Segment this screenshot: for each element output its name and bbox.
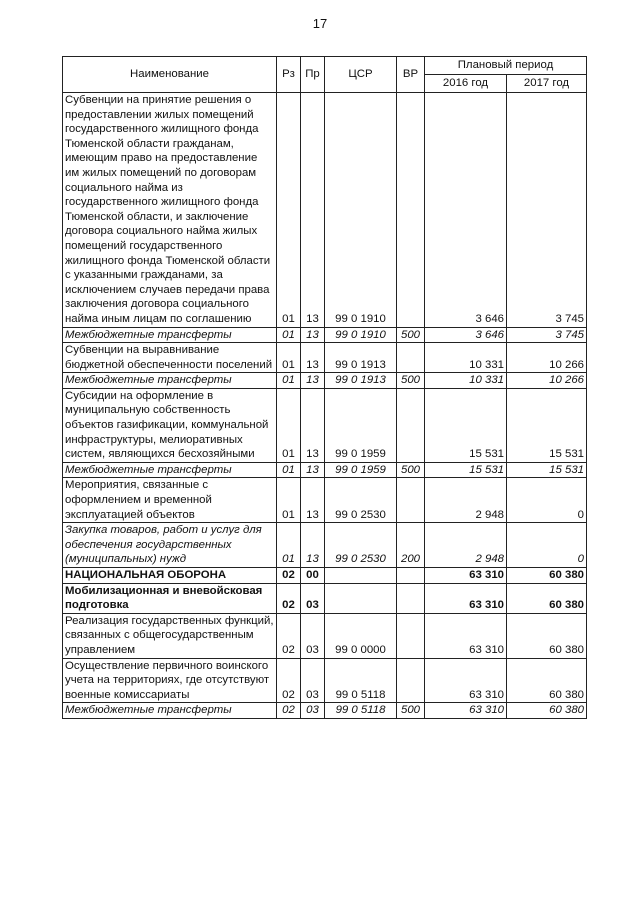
cell-csr: 99 0 1959	[325, 388, 397, 462]
budget-table	[62, 56, 587, 719]
cell-2016: 63 310	[425, 658, 507, 703]
cell-2016: 3 646	[425, 93, 507, 328]
cell-vr	[397, 613, 425, 658]
col-header-pr: Пр	[301, 57, 325, 93]
cell-name: Межбюджетные трансферты	[63, 373, 277, 389]
cell-csr	[325, 583, 397, 613]
cell-pr: 03	[301, 583, 325, 613]
cell-vr: 500	[397, 373, 425, 389]
cell-vr	[397, 388, 425, 462]
cell-rz: 02	[277, 568, 301, 584]
col-header-vr: ВР	[397, 57, 425, 93]
cell-pr: 03	[301, 658, 325, 703]
cell-2016: 2 948	[425, 478, 507, 523]
table-row	[63, 523, 587, 568]
cell-2016: 63 310	[425, 613, 507, 658]
cell-vr	[397, 93, 425, 328]
cell-csr: 99 0 2530	[325, 523, 397, 568]
cell-pr: 13	[301, 93, 325, 328]
cell-name: НАЦИОНАЛЬНАЯ ОБОРОНА	[63, 568, 277, 584]
cell-csr: 99 0 5118	[325, 703, 397, 719]
cell-2017: 60 380	[507, 583, 587, 613]
table-row	[63, 462, 587, 478]
cell-vr: 500	[397, 703, 425, 719]
cell-csr: 99 0 1959	[325, 462, 397, 478]
cell-csr	[325, 568, 397, 584]
cell-name: Мероприятия, связанные с оформлением и временной эксплуатацией объектов	[63, 478, 277, 523]
cell-rz: 01	[277, 388, 301, 462]
col-header-2016: 2016 год	[425, 75, 507, 93]
cell-vr	[397, 478, 425, 523]
col-header-2017: 2017 год	[507, 75, 587, 93]
col-header-rz: Рз	[277, 57, 301, 93]
cell-name: Мобилизационная и вневойсковая подготовка	[63, 583, 277, 613]
cell-vr	[397, 568, 425, 584]
col-header-csr: ЦСР	[325, 57, 397, 93]
cell-csr: 99 0 2530	[325, 478, 397, 523]
cell-rz: 01	[277, 462, 301, 478]
cell-rz: 01	[277, 373, 301, 389]
cell-2016: 15 531	[425, 388, 507, 462]
cell-rz: 02	[277, 613, 301, 658]
cell-2016: 15 531	[425, 462, 507, 478]
cell-vr	[397, 658, 425, 703]
table-body	[63, 93, 587, 719]
cell-rz: 01	[277, 478, 301, 523]
cell-csr: 99 0 0000	[325, 613, 397, 658]
cell-name: Реализация государственных функций, связанных с общегосударственным управлением	[63, 613, 277, 658]
cell-pr: 13	[301, 343, 325, 373]
cell-2017: 60 380	[507, 703, 587, 719]
cell-csr: 99 0 5118	[325, 658, 397, 703]
cell-pr: 13	[301, 523, 325, 568]
cell-pr: 13	[301, 478, 325, 523]
cell-pr: 13	[301, 388, 325, 462]
cell-vr: 500	[397, 327, 425, 343]
cell-pr: 13	[301, 462, 325, 478]
table-row	[63, 388, 587, 462]
cell-name: Межбюджетные трансферты	[63, 327, 277, 343]
cell-rz: 01	[277, 93, 301, 328]
cell-2017: 15 531	[507, 388, 587, 462]
cell-2016: 2 948	[425, 523, 507, 568]
table-row	[63, 373, 587, 389]
cell-name: Закупка товаров, работ и услуг для обеспечения государственных (муниципальных) нужд	[63, 523, 277, 568]
cell-name: Субвенции на выравнивание бюджетной обеспеченности поселений	[63, 343, 277, 373]
page-number: 17	[312, 16, 328, 31]
cell-2017: 3 745	[507, 327, 587, 343]
cell-2017: 15 531	[507, 462, 587, 478]
col-header-period: Плановый период	[425, 57, 587, 75]
cell-2017: 3 745	[507, 93, 587, 328]
table-header-row	[63, 57, 587, 75]
cell-rz: 01	[277, 523, 301, 568]
cell-pr: 13	[301, 327, 325, 343]
cell-2016: 63 310	[425, 568, 507, 584]
cell-2017: 60 380	[507, 658, 587, 703]
table-row	[63, 613, 587, 658]
cell-name: Межбюджетные трансферты	[63, 462, 277, 478]
cell-rz: 01	[277, 327, 301, 343]
cell-pr: 13	[301, 373, 325, 389]
cell-2017: 10 266	[507, 343, 587, 373]
cell-2016: 10 331	[425, 373, 507, 389]
cell-2017: 60 380	[507, 613, 587, 658]
table-row	[63, 343, 587, 373]
cell-2017: 0	[507, 523, 587, 568]
cell-2016: 63 310	[425, 703, 507, 719]
cell-2016: 3 646	[425, 327, 507, 343]
cell-name: Субвенции на принятие решения о предоставлении жилых помещений государственного жилищного фонда Тюменской области гражданам, имеющим право на предоставление им жилых помещений по договорам социального найма из государственного жилищного фонда Тюменской области, и заключение договора социального найма жилых помещений государственного жилищного фонда Тюменской области с указанными гражданами, за исключением случаев передачи права заключения договора социального найма иным лицам по соглашению	[63, 93, 277, 328]
cell-csr: 99 0 1910	[325, 93, 397, 328]
cell-name: Межбюджетные трансферты	[63, 703, 277, 719]
cell-vr: 500	[397, 462, 425, 478]
cell-2016: 63 310	[425, 583, 507, 613]
cell-vr	[397, 583, 425, 613]
cell-name: Субсидии на оформление в муниципальную собственность объектов газификации, коммунальной инфраструктуры, мелиоративных систем, являющихся бесхозяйными	[63, 388, 277, 462]
cell-2016: 10 331	[425, 343, 507, 373]
cell-pr: 03	[301, 613, 325, 658]
table-row	[63, 658, 587, 703]
cell-vr: 200	[397, 523, 425, 568]
cell-name: Осуществление первичного воинского учета на территориях, где отсутствуют военные комиссариаты	[63, 658, 277, 703]
cell-rz: 01	[277, 343, 301, 373]
table-row	[63, 478, 587, 523]
cell-csr: 99 0 1913	[325, 373, 397, 389]
cell-2017: 60 380	[507, 568, 587, 584]
table-row	[63, 703, 587, 719]
table-row	[63, 327, 587, 343]
cell-pr: 03	[301, 703, 325, 719]
cell-csr: 99 0 1910	[325, 327, 397, 343]
table-row	[63, 583, 587, 613]
cell-2017: 10 266	[507, 373, 587, 389]
cell-csr: 99 0 1913	[325, 343, 397, 373]
cell-rz: 02	[277, 703, 301, 719]
cell-pr: 00	[301, 568, 325, 584]
col-header-name: Наименование	[63, 57, 277, 93]
table-row	[63, 568, 587, 584]
cell-vr	[397, 343, 425, 373]
cell-rz: 02	[277, 583, 301, 613]
cell-2017: 0	[507, 478, 587, 523]
table-row	[63, 93, 587, 328]
cell-rz: 02	[277, 658, 301, 703]
